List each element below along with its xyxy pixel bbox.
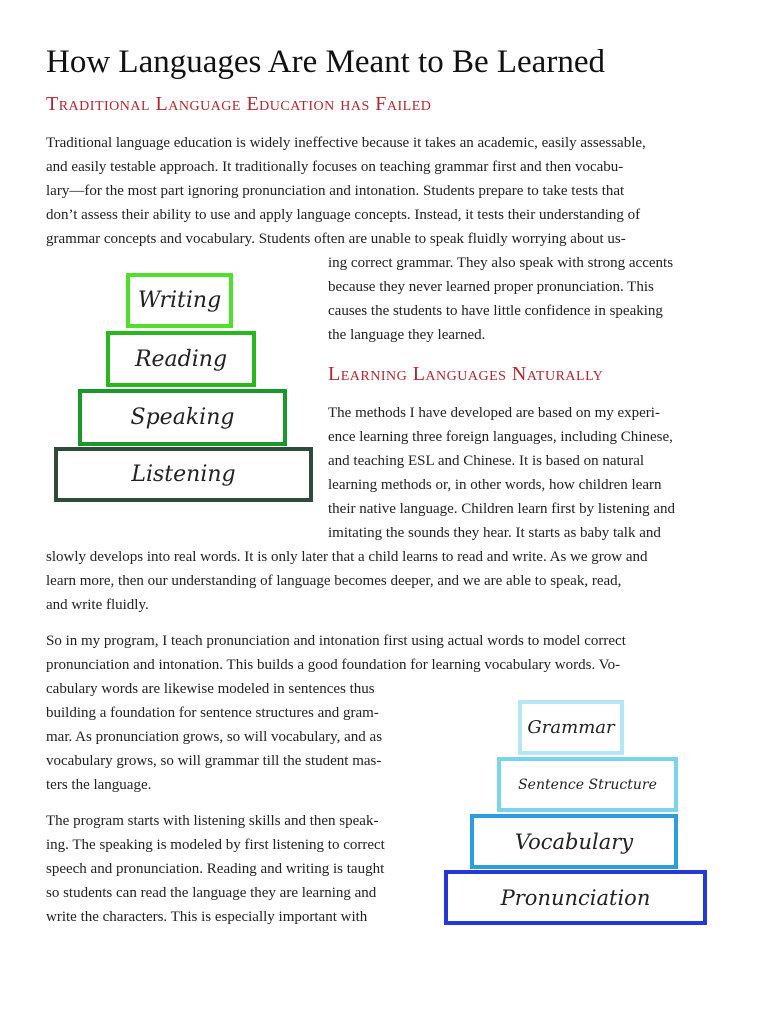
- text-line: grammar concepts and vocabulary. Students often are unable to speak fluidly worrying about us-: [46, 231, 626, 247]
- text-line: the language they learned.: [328, 327, 486, 343]
- section1-wrap-text: [328, 251, 723, 347]
- text-line: ence learning three foreign languages, including Chinese,: [328, 429, 673, 445]
- pyramid-level-vocabulary: Vocabulary: [470, 814, 678, 869]
- section-heading-traditional: Traditional Language Education has Failed: [46, 93, 432, 115]
- text-line: and teaching ESL and Chinese. It is based on natural: [328, 453, 645, 469]
- text-line: ing. The speaking is modeled by first listening to correct: [46, 837, 385, 853]
- pyramid-level-grammar: Grammar: [518, 700, 624, 755]
- pyramid-level-listening: Listening: [54, 447, 313, 502]
- pyramid-level-reading: Reading: [106, 331, 256, 387]
- text-line: lary—for the most part ignoring pronunciation and intonation. Students prepare to take tests that: [46, 183, 625, 199]
- text-line: and write fluidly.: [46, 597, 149, 613]
- text-line: write the characters. This is especially important with: [46, 909, 368, 925]
- pyramid-level-pronunciation: Pronunciation: [444, 870, 707, 925]
- text-line: speech and pronunciation. Reading and writing is taught: [46, 861, 385, 877]
- text-line: So in my program, I teach pronunciation and intonation first using actual words to model correct: [46, 633, 626, 649]
- page-title: How Languages Are Meant to Be Learned: [46, 44, 605, 80]
- paragraph-3-wrap: [46, 677, 431, 797]
- text-line: Traditional language education is widely ineffective because it takes an academic, easily assessable,: [46, 135, 646, 151]
- text-line: The program starts with listening skills and then speak-: [46, 813, 379, 829]
- paragraph-4: [46, 809, 431, 929]
- text-line: The methods I have developed are based on my experi-: [328, 405, 660, 421]
- section2-wrap-text: [328, 401, 723, 545]
- section-heading-natural: Learning Languages Naturally: [328, 363, 604, 385]
- text-line: causes the students to have little confidence in speaking: [328, 303, 663, 319]
- text-line: ing correct grammar. They also speak with strong accents: [328, 255, 674, 271]
- text-line: slowly develops into real words. It is only later that a child learns to read and write. As we grow and: [46, 549, 648, 565]
- text-line: cabulary words are likewise modeled in sentences thus: [46, 681, 375, 697]
- text-line: don’t assess their ability to use and apply language concepts. Instead, it tests their understanding of: [46, 207, 641, 223]
- text-line: pronunciation and intonation. This builds a good foundation for learning vocabulary words. Vo-: [46, 657, 621, 673]
- text-line: and easily testable approach. It traditionally focuses on teaching grammar first and then vocabu-: [46, 159, 624, 175]
- text-line: vocabulary grows, so will grammar till the student mas-: [46, 753, 382, 769]
- pyramid-level-sentence-structure: Sentence Structure: [497, 757, 678, 812]
- paragraph-3: [46, 629, 723, 677]
- text-line: learn more, then our understanding of language becomes deeper, and we are able to speak, read,: [46, 573, 622, 589]
- text-line: because they never learned proper pronunciation. This: [328, 279, 654, 295]
- text-line: building a foundation for sentence structures and gram-: [46, 705, 379, 721]
- text-line: learning methods or, in other words, how children learn: [328, 477, 662, 493]
- text-line: ters the language.: [46, 777, 152, 793]
- text-line: imitating the sounds they hear. It starts as baby talk and: [328, 525, 661, 541]
- pyramid-level-writing: Writing: [126, 273, 233, 328]
- section2-paragraph: [46, 545, 723, 617]
- text-line: mar. As pronunciation grows, so will vocabulary, and as: [46, 729, 383, 745]
- text-line: their native language. Children learn first by listening and: [328, 501, 675, 517]
- pyramid-level-speaking: Speaking: [78, 389, 287, 446]
- section1-paragraph: [46, 131, 723, 251]
- text-line: so students can read the language they are learning and: [46, 885, 377, 901]
